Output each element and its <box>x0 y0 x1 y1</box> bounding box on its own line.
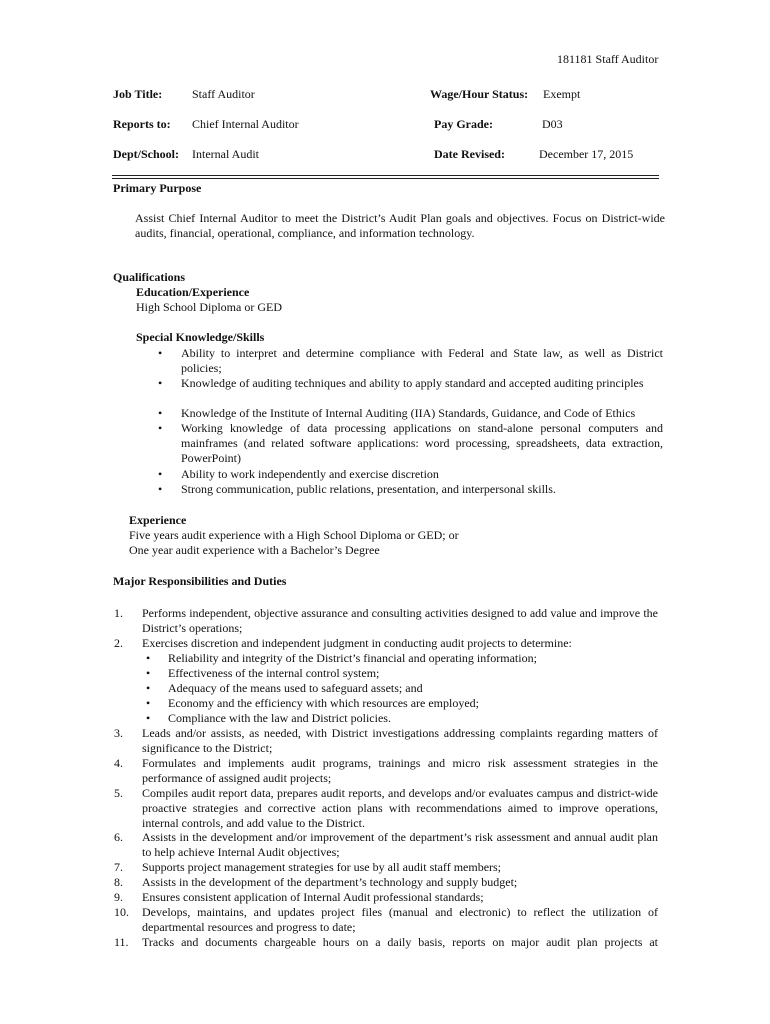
duty-item: Develops, maintains, and updates project files (manual and electronic) to reflect the utilization of departmental resources and progress to date; <box>142 905 658 934</box>
bullet-icon: • <box>158 467 163 481</box>
duty-item: Assists in the development and/or improvement of the department’s risk assessment and annual audit plan to help achieve Internal Audit objectives; <box>142 830 658 859</box>
duty-item: Tracks and documents chargeable hours on a daily basis, reports on major audit plan projects at <box>142 935 658 949</box>
bullet-icon: • <box>158 482 163 496</box>
duty-item: Exercises discretion and independent judgment in conducting audit projects to determine: <box>142 636 572 650</box>
wage-status-label: Wage/Hour Status: <box>430 87 529 101</box>
date-revised-label: Date Revised: <box>434 147 505 161</box>
experience-line: One year audit experience with a Bachelor’s Degree <box>129 543 380 557</box>
duty-number: 8. <box>114 875 123 889</box>
duty-item: Formulates and implements audit programs, trainings and micro risk assessment strategies in the performance of assigned audit projects; <box>142 756 658 785</box>
duty-number: 5. <box>114 786 123 800</box>
duties-heading: Major Responsibilities and Duties <box>113 574 287 588</box>
reports-to-value: Chief Internal Auditor <box>192 117 299 131</box>
bullet-icon: • <box>146 666 151 680</box>
bullet-icon: • <box>146 651 151 665</box>
experience-heading: Experience <box>129 513 187 527</box>
duty-item: Compiles audit report data, prepares audit reports, and develops and/or evaluates campus and district-wide proactive strategies and corrective action plans with recommendations aimed to improve operations, internal controls, and add value to the District. <box>142 786 658 830</box>
dept-label: Dept/School: <box>113 147 179 161</box>
bullet-icon: • <box>146 696 151 710</box>
experience-line: Five years audit experience with a High School Diploma or GED; or <box>129 528 459 542</box>
duty-number: 10. <box>114 905 129 919</box>
skills-heading: Special Knowledge/Skills <box>136 330 265 344</box>
duty-number: 6. <box>114 830 123 844</box>
bullet-icon: • <box>146 711 151 725</box>
duty-item: Performs independent, objective assurance and consulting activities designed to add value and improve the District’s operations; <box>142 606 658 635</box>
bullet-icon: • <box>146 681 151 695</box>
primary-purpose-heading: Primary Purpose <box>113 181 202 195</box>
duty-number: 7. <box>114 860 123 874</box>
duty-number: 11. <box>114 935 129 949</box>
duty-number: 1. <box>114 606 123 620</box>
job-title-value: Staff Auditor <box>192 87 255 101</box>
education-heading: Education/Experience <box>136 285 250 299</box>
duty-item: Supports project management strategies for use by all audit staff members; <box>142 860 502 874</box>
bullet-icon: • <box>158 346 163 360</box>
duty-item: Assists in the development of the department’s technology and supply budget; <box>142 875 518 889</box>
job-title-label: Job Title: <box>113 87 163 101</box>
pay-grade-label: Pay Grade: <box>434 117 493 131</box>
reports-to-label: Reports to: <box>113 117 171 131</box>
duty-number: 2. <box>114 636 123 650</box>
bullet-icon: • <box>158 421 163 435</box>
duty-number: 4. <box>114 756 123 770</box>
education-text: High School Diploma or GED <box>136 300 282 314</box>
primary-purpose-text: Assist Chief Internal Auditor to meet the District’s Audit Plan goals and objectives. Focus on District-wide audits, financial, operational, compliance, and information technology. <box>135 211 665 240</box>
separator-rule-bottom <box>112 178 659 179</box>
dept-value: Internal Audit <box>192 147 259 161</box>
pay-grade-value: D03 <box>542 117 563 131</box>
duty-item: Leads and/or assists, as needed, with District investigations addressing complaints regarding matters of significance to the District; <box>142 726 658 755</box>
date-revised-value: December 17, 2015 <box>539 147 634 161</box>
bullet-icon: • <box>158 406 163 420</box>
duty-number: 9. <box>114 890 123 904</box>
duty-number: 3. <box>114 726 123 740</box>
duty-item: Ensures consistent application of Internal Audit professional standards; <box>142 890 484 904</box>
bullet-icon: • <box>158 376 163 390</box>
wage-status-value: Exempt <box>543 87 581 101</box>
document-reference: 181181 Staff Auditor <box>557 52 659 66</box>
separator-rule-top <box>112 175 659 176</box>
qualifications-heading: Qualifications <box>113 270 186 284</box>
